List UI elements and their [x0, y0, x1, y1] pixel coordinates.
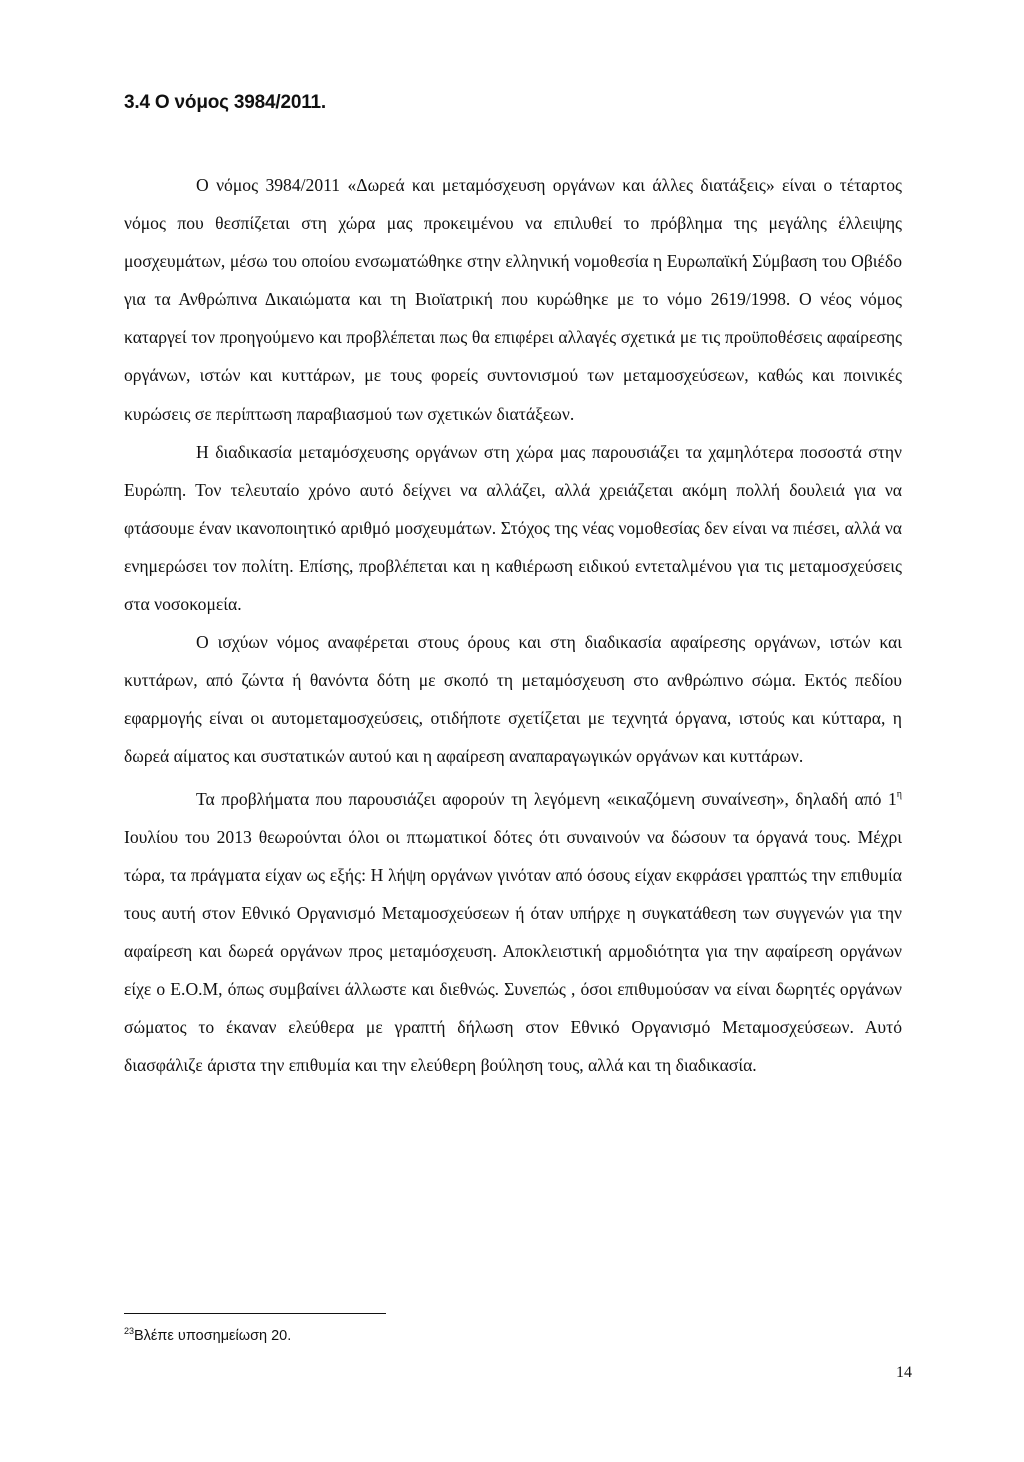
footnote — [124, 1326, 291, 1344]
paragraph-1: Ο νόμος 3984/2011 «Δωρεά και μεταμόσχευση οργάνων και άλλες διατάξεις» είναι ο τέταρτος νόμος που θεσπίζεται στη χώρα μας προκειμένου να επιλυθεί το πρόβλημα της μεγάλης έλλειψης μοσχευμάτων, μέσω του οποίου ενσωματώθηκε στην ελληνική νομοθεσία η Ευρωπαϊκή Σύμβαση του Οβιέδο για τα Ανθρώπινα Δικαιώματα και τη Βιοϊατρική που κυρώθηκε με το νόμο 2619/1998. Ο νέος νόμος καταργεί τον προηγούμενο και προβλέπεται πως θα επιφέρει αλλαγές σχετικά με τις προϋποθέσεις αφαίρεσης οργάνων, ιστών και κυττάρων, με τους φορείς συντονισμού των μεταμοσχεύσεων, καθώς και ποινικές κυρώσεις σε περίπτωση παραβιασμού των σχετικών διατάξεων. — [124, 175, 902, 424]
body-text — [124, 166, 902, 1084]
paragraph-4-part-2: Ιουλίου του 2013 θεωρούνται όλοι οι πτωματικοί δότες ότι συναινούν να δώσουν τα όργανά τους. Μέχρι τώρα, τα πράγματα είχαν ως εξής: Η λήψη οργάνων γινόταν από όσους είχαν εκφράσει γραπτώς την επιθυμία τους αυτή στον Εθνικό Οργανισμό Μεταμοσχεύσεων ή όταν υπήρχε η συγκατάθεση των συγγενών για την αφαίρεση και δωρεά οργάνων προς μεταμόσχευση. Αποκλειστική αρμοδιότητα για την αφαίρεση οργάνων είχε ο Ε.Ο.Μ, όπως συμβαίνει άλλωστε και διεθνώς. Συνεπώς , όσοι επιθυμούσαν να είναι δωρητές οργάνων σώματος το έκαναν ελεύθερα με γραπτή δήλωση στον Εθνικό Οργανισμό Μεταμοσχεύσεων. Αυτό διασφάλιζε άριστα την επιθυμία και την ελεύθερη βούληση τους, αλλά και τη διαδικασία. — [124, 826, 902, 1076]
section-heading: 3.4 Ο νόμος 3984/2011. — [124, 92, 326, 113]
paragraph-4 — [124, 776, 902, 1085]
paragraph-2: Η διαδικασία μεταμόσχευσης οργάνων στη χώρα μας παρουσιάζει τα χαμηλότερα ποσοστά στην Ευρώπη. Τον τελευταίο χρόνο αυτό δείχνει να αλλάζει, αλλά χρειάζεται ακόμη πολλή δουλειά για να φτάσουμε έναν ικανοποιητικό αριθμό μοσχευμάτων. Στόχος της νέας νομοθεσίας δεν είναι να πιέσει, αλλά να ενημερώσει τον πολίτη. Επίσης, προβλέπεται και η καθιέρωση ειδικού εντεταλμένου για τις μεταμοσχεύσεις στα νοσοκομεία. — [124, 441, 902, 615]
footnote-separator — [124, 1313, 386, 1314]
ordinal-superscript: η — [896, 788, 902, 800]
paragraph-4-part-1: Τα προβλήματα που παρουσιάζει αφορούν τη λεγόμενη «εικαζόμενη συναίνεση», δηλαδή από 1 — [196, 788, 897, 809]
paragraph-3: Ο ισχύων νόμος αναφέρεται στους όρους και στη διαδικασία αφαίρεσης οργάνων, ιστών και κυττάρων, από ζώντα ή θανόντα δότη με σκοπό τη μεταμόσχευση στο ανθρώπινο σώμα. Εκτός πεδίου εφαρμογής είναι οι αυτομεταμοσχεύσεις, οτιδήποτε σχετίζεται με τεχνητά όργανα, ιστούς και κύτταρα, η δωρεά αίματος και συστατικών αυτού και η αφαίρεση αναπαραγωγικών οργάνων και κυττάρων. — [124, 632, 902, 767]
footnote-marker: 23 — [124, 1326, 135, 1336]
footnote-text: Βλέπε υποσημείωση 20. — [134, 1328, 292, 1344]
page-number: 14 — [896, 1364, 912, 1381]
